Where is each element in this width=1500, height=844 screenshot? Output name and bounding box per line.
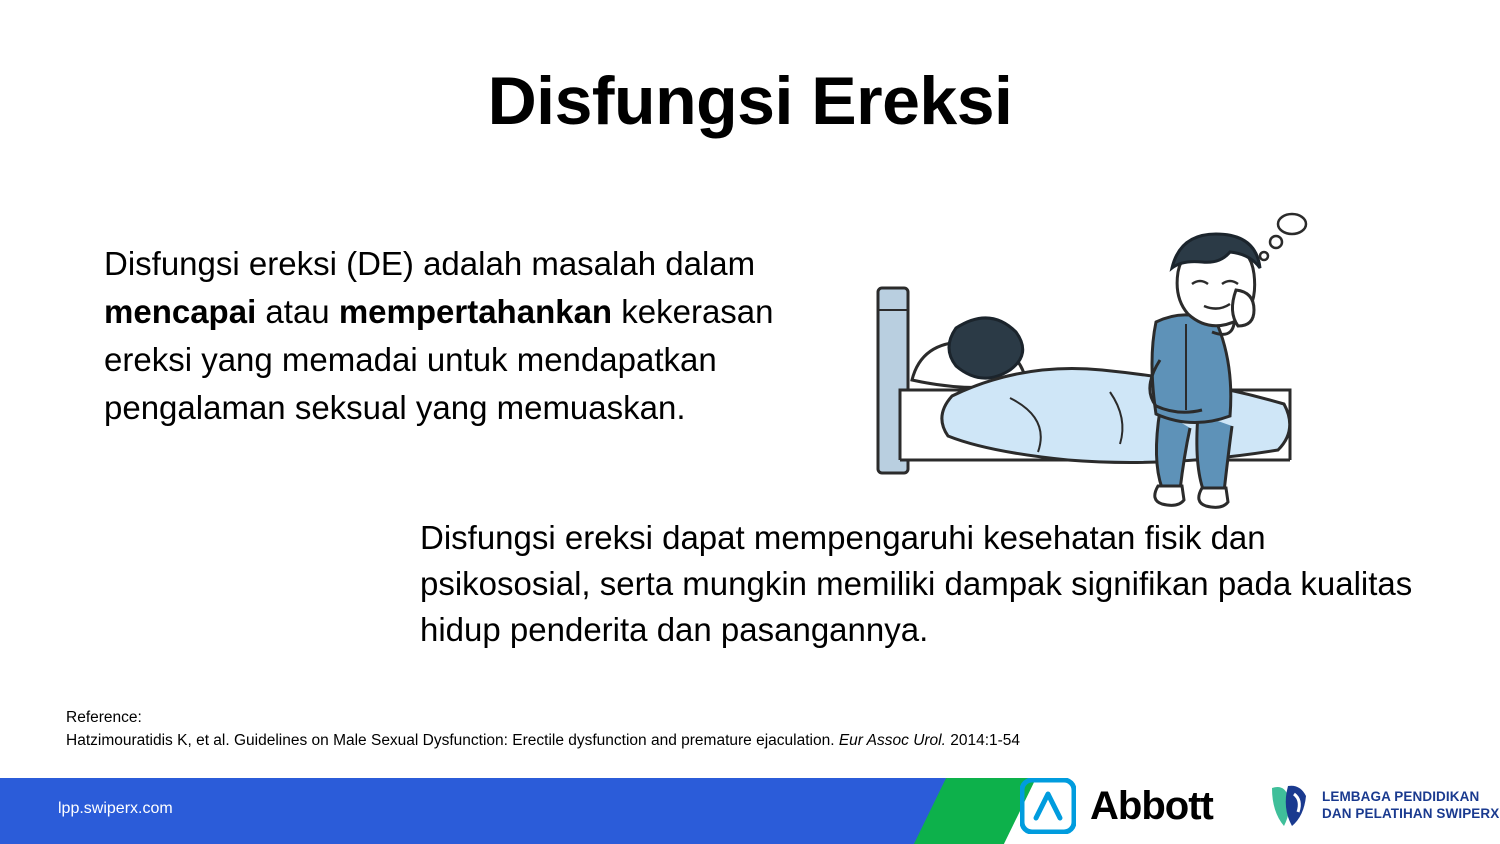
impact-paragraph: Disfungsi ereksi dapat mempengaruhi kesehatan fisik dan psikososial, serta mungkin memiliki dampak signifikan pada kualitas hidup penderita dan pasangannya. (420, 519, 1413, 648)
definition-bold-mempertahankan: mempertahankan (338, 293, 613, 330)
reference-citation-part2: 2014:1-54 (945, 732, 1021, 749)
reference-citation-part1: Hatzimouratidis K, et al. Guidelines on Male Sexual Dysfunction: Erectile dysfunction and premature ejaculation. (66, 732, 839, 749)
swiperx-logo (1268, 782, 1499, 828)
swiperx-line2: DAN PELATIHAN SWIPERX (1322, 806, 1500, 821)
abbott-logo (1020, 778, 1213, 834)
definition-bold-mencapai: mencapai (104, 293, 257, 330)
swiperx-line1: LEMBAGA PENDIDIKAN (1322, 789, 1480, 804)
definition-text-part3: kekerasan ereksi yang memadai untuk mendapatkan pengalaman seksual yang memuaskan. (104, 293, 774, 426)
reference-label: Reference: (66, 709, 142, 726)
abbott-wordmark: Abbott (1090, 784, 1213, 828)
footer-url[interactable]: lpp.swiperx.com (58, 800, 173, 817)
reference-journal: Eur Assoc Urol. (838, 732, 946, 749)
reference-block (66, 706, 1266, 752)
definition-paragraph (104, 240, 814, 432)
abbott-mark-icon (1020, 778, 1076, 834)
reference-citation (66, 729, 1266, 752)
definition-text-part2: atau (256, 293, 339, 330)
swiperx-wordmark (1322, 788, 1499, 822)
definition-text-part1: Disfungsi ereksi (DE) adalah masalah dalam (104, 245, 756, 282)
page-title: Disfungsi Ereksi (487, 63, 1013, 139)
couple-in-bed-illustration (860, 210, 1320, 510)
swiperx-mark-icon (1268, 782, 1312, 828)
